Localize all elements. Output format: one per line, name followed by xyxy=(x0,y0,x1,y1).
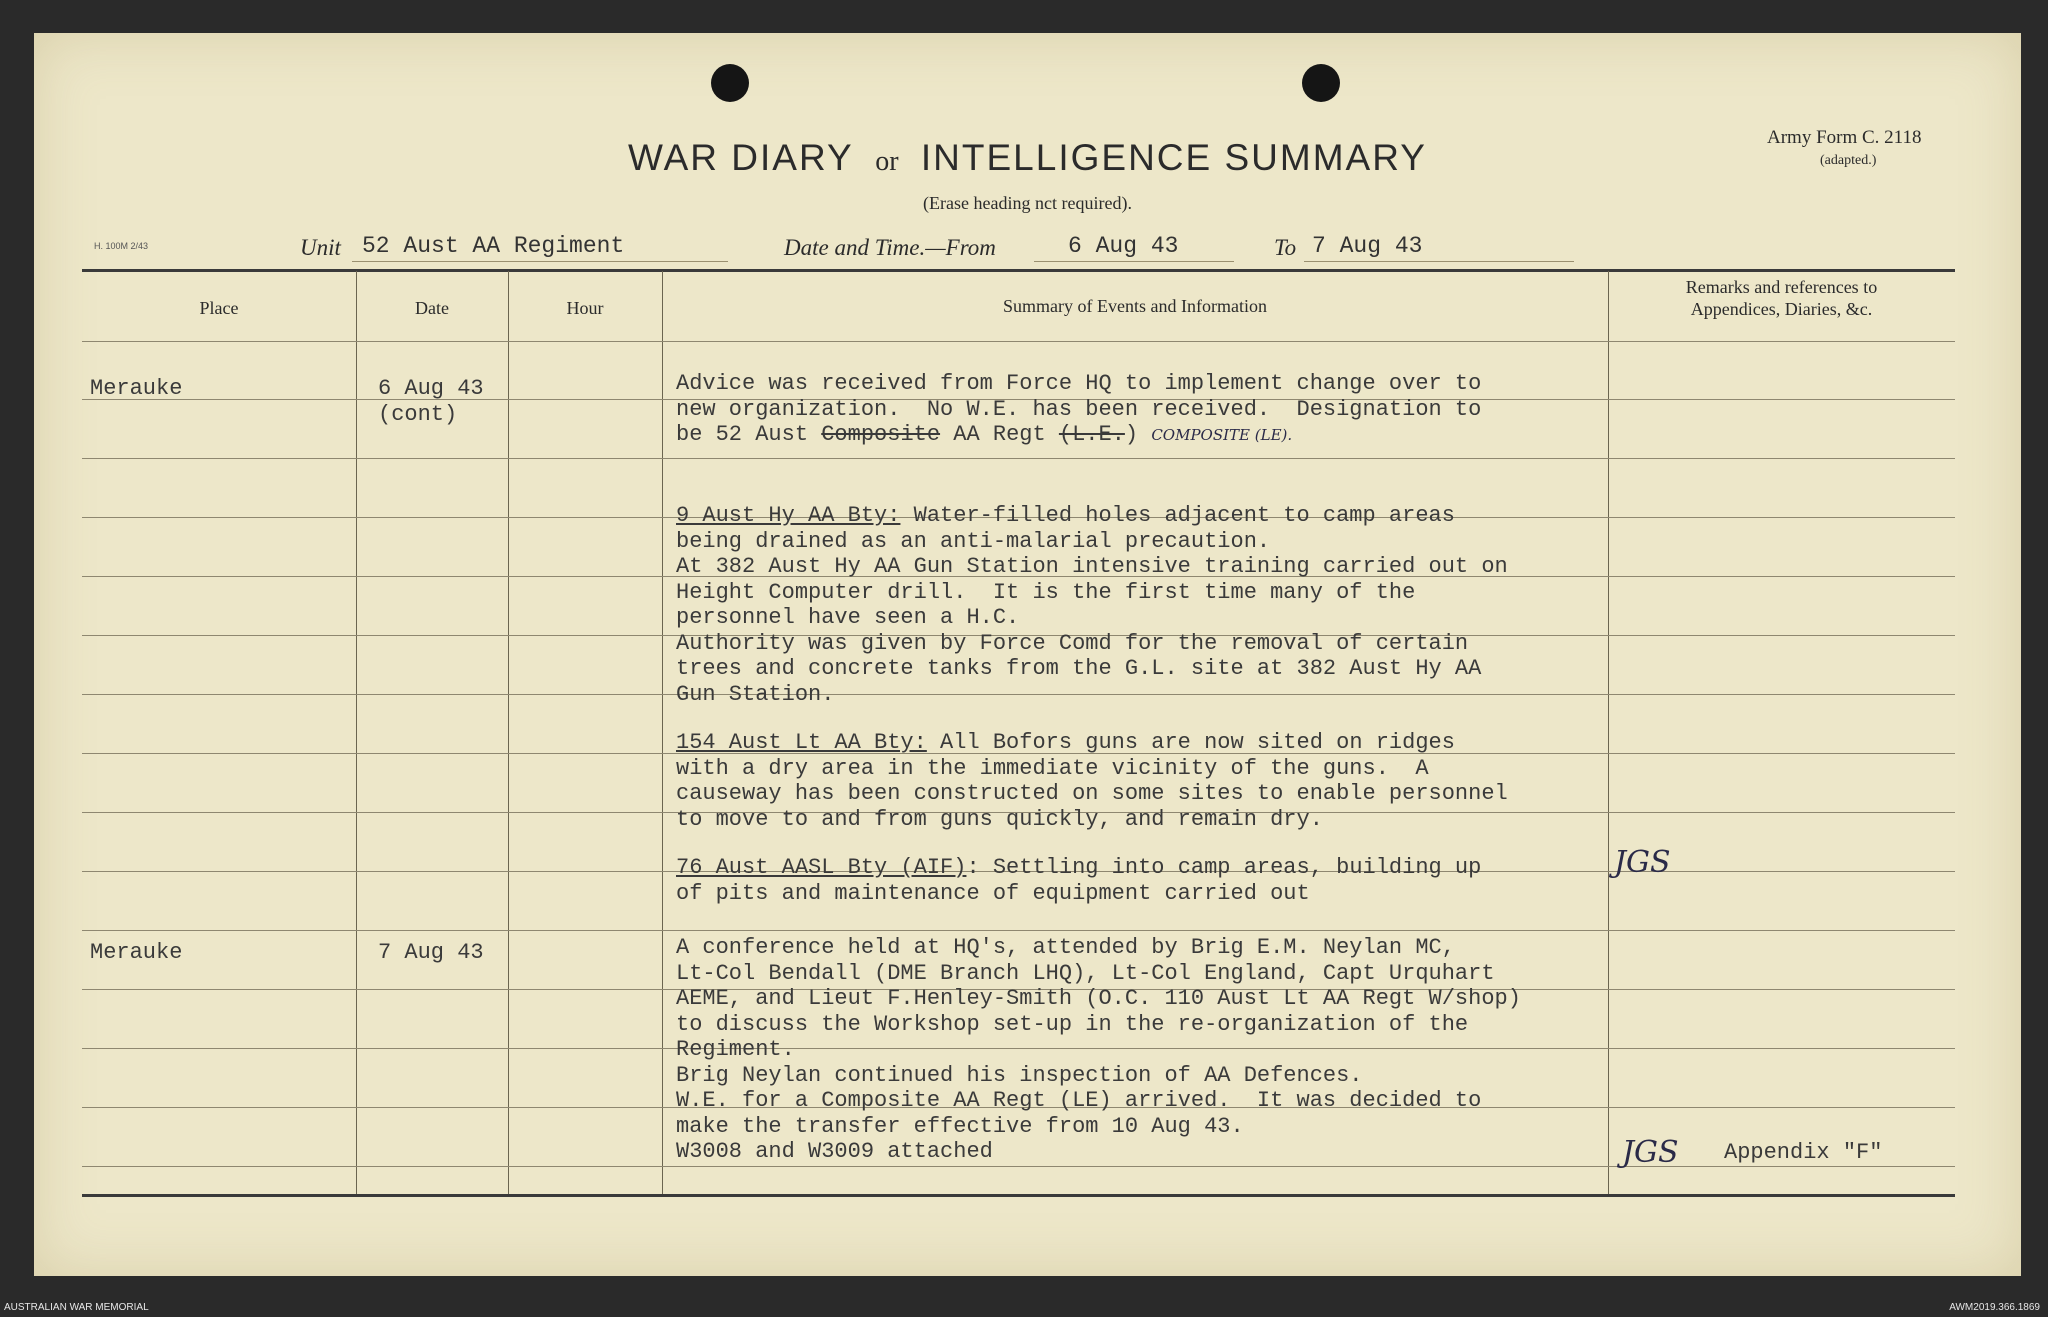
col-header-hour: Hour xyxy=(566,298,604,318)
handwritten-correction: COMPOSITE (LE). xyxy=(1151,426,1293,444)
text-line: Brig Neylan continued his inspection of AA Defences. xyxy=(676,1062,1363,1088)
text-line: Advice was received from Force HQ to implement change over to xyxy=(676,371,1482,396)
entry-date: 7 Aug 43 xyxy=(378,940,484,965)
to-underline xyxy=(1304,261,1574,262)
entry-date-line1: 6 Aug 43 xyxy=(378,376,484,401)
text-line: of pits and maintenance of equipment carried out xyxy=(676,880,1310,906)
punch-hole-left xyxy=(711,64,749,102)
table-bottom-rule xyxy=(82,1194,1955,1197)
unit-heading: 154 Aust Lt AA Bty: xyxy=(676,730,927,755)
text-line: be 52 Aust xyxy=(676,422,822,447)
text-line: At 382 Aust Hy AA Gun Station intensive training carried out on xyxy=(676,554,1508,579)
title-war-diary: WAR DIARY xyxy=(628,137,854,178)
text-line: personnel have seen a H.C. xyxy=(676,605,1020,630)
print-code: H. 100M 2/43 xyxy=(94,241,149,251)
unit-underline xyxy=(352,261,728,262)
col-header-remarks-line2: Appendices, Diaries, &c. xyxy=(1690,299,1873,319)
entry1-paragraph4 xyxy=(676,855,1481,906)
footer-archive-name: AUSTRALIAN WAR MEMORIAL xyxy=(4,1302,149,1313)
text-line: Regiment. xyxy=(676,1037,795,1062)
footer-accession-number: AWM2019.366.1869 xyxy=(1949,1302,2040,1313)
text-line: A conference held at HQ's, attended by Brig E.M. Neylan MC, xyxy=(676,935,1455,960)
text-line: Gun Station. xyxy=(676,681,835,707)
appendix-reference: Appendix "F" xyxy=(1724,1140,1883,1165)
col-divider-hour xyxy=(662,271,663,1194)
col-header-date: Date xyxy=(415,298,449,318)
text-line: AA Regt xyxy=(940,422,1059,447)
date-to-value: 7 Aug 43 xyxy=(1312,233,1423,259)
entry1-paragraph3 xyxy=(676,730,1508,832)
text-line: being drained as an anti-malarial precaution. xyxy=(676,528,1271,554)
diary-sheet xyxy=(34,33,2021,1276)
entry1-paragraph1 xyxy=(676,371,1481,449)
col-divider-place xyxy=(356,271,357,1194)
text-line: Lt-Col Bendall (DME Branch LHQ), Lt-Col England, Capt Urquhart xyxy=(676,960,1495,986)
date-from-label: Date and Time.—From xyxy=(784,235,996,260)
unit-label: Unit xyxy=(300,235,341,260)
col-divider-summary xyxy=(1608,271,1609,1194)
col-header-remarks-line1: Remarks and references to xyxy=(1685,277,1878,297)
text-line: Water-filled holes adjacent to camp areas xyxy=(900,503,1455,528)
text-line: to discuss the Workshop set-up in the re-organization of the xyxy=(676,1011,1469,1037)
col-header-remarks xyxy=(1608,276,1955,320)
text-line: causeway has been constructed on some sites to enable personnel xyxy=(676,781,1508,806)
date-from-value: 6 Aug 43 xyxy=(1068,233,1179,259)
text-line: Authority was given by Force Comd for the removal of certain xyxy=(676,630,1469,656)
entry-place: Merauke xyxy=(90,376,183,401)
text-line: All Bofors guns are now sited on ridges xyxy=(926,730,1455,755)
text-line: make the transfer effective from 10 Aug 43. xyxy=(676,1113,1244,1139)
army-form-adapted: (adapted.) xyxy=(1820,153,1877,168)
entry-place: Merauke xyxy=(90,940,183,965)
col-header-summary: Summary of Events and Information xyxy=(1003,296,1267,316)
text-line: W3008 and W3009 attached xyxy=(676,1139,993,1164)
army-form-number: Army Form C. 2118 xyxy=(1767,127,1922,148)
form-title xyxy=(34,137,2021,179)
text-line: with a dry area in the immediate vicinity of the guns. A xyxy=(676,755,1429,781)
title-intelligence-summary: INTELLIGENCE SUMMARY xyxy=(920,137,1427,178)
unit-heading: 76 Aust AASL Bty (AIF) xyxy=(676,855,967,880)
text-line: to move to and from guns quickly, and remain dry. xyxy=(676,806,1323,832)
from-underline xyxy=(1034,261,1234,262)
ruled-line xyxy=(82,930,1955,931)
text-line: ) xyxy=(1124,422,1139,447)
ruled-line xyxy=(82,341,1955,342)
handwritten-initials: JGS xyxy=(1614,845,1671,880)
text-line: new organization. No W.E. has been received. Designation to xyxy=(676,396,1482,422)
unit-value: 52 Aust AA Regiment xyxy=(362,233,625,259)
unit-heading: 9 Aust Hy AA Bty: xyxy=(676,503,901,528)
text-line: Height Computer drill. It is the first time many of the xyxy=(676,579,1416,605)
entry2-paragraph1 xyxy=(676,935,1521,1165)
col-divider-date xyxy=(508,271,509,1194)
text-line: : Settling into camp areas, building up xyxy=(966,855,1482,880)
text-line: W.E. for a Composite AA Regt (LE) arrived. It was decided to xyxy=(676,1088,1482,1113)
entry-date xyxy=(378,376,484,427)
struck-text: Composite xyxy=(821,422,941,447)
col-header-place: Place xyxy=(199,298,239,318)
entry1-paragraph2 xyxy=(676,503,1508,707)
text-line: trees and concrete tanks from the G.L. site at 382 Aust Hy AA xyxy=(676,656,1482,681)
table-top-rule xyxy=(82,269,1955,272)
form-subtitle: (Erase heading nct required). xyxy=(923,193,1132,213)
entry-date-line2: (cont) xyxy=(378,401,458,427)
ruled-line xyxy=(82,458,1955,459)
handwritten-initials: JGS xyxy=(1622,1135,1679,1170)
struck-text: (L.E. xyxy=(1058,422,1125,447)
text-line: AEME, and Lieut F.Henley-Smith (O.C. 110 Aust Lt AA Regt W/shop) xyxy=(676,986,1521,1011)
title-or: or xyxy=(875,146,899,177)
date-to-label: To xyxy=(1274,235,1297,260)
punch-hole-right xyxy=(1302,64,1340,102)
